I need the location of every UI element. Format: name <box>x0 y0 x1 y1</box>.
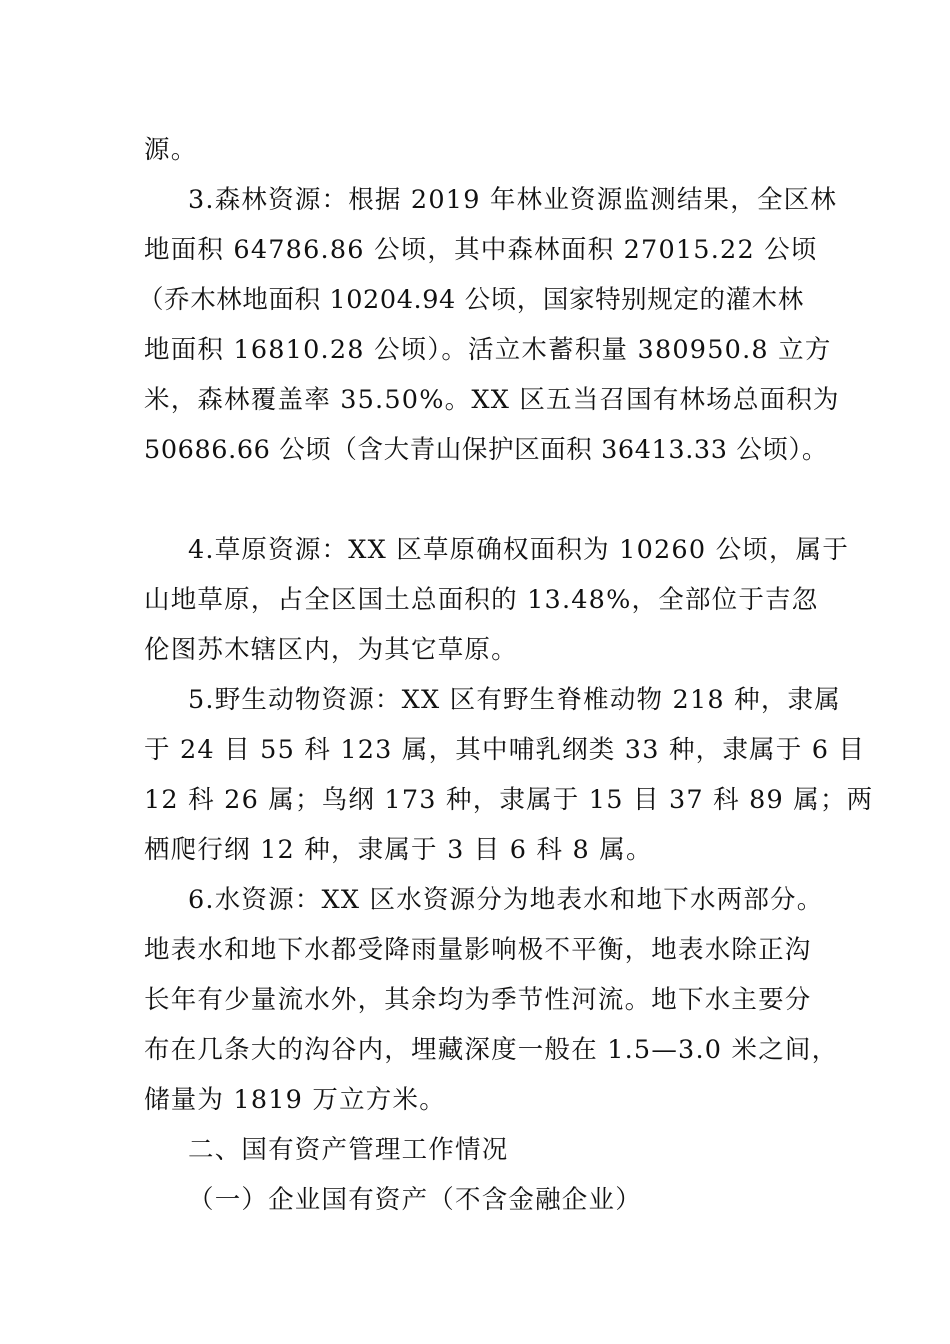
section-heading: 二、国有资产管理工作情况 <box>188 1135 509 1165</box>
paragraph-line: 地表水和地下水都受降雨量影响极不平衡，地表水除正沟 <box>144 935 812 965</box>
paragraph-grassland-resources: 4.草原资源：XX 区草原确权面积为 10260 公顷，属于 <box>188 535 850 565</box>
paragraph-line: 储量为 1819 万立方米。 <box>144 1085 446 1115</box>
paragraph-water-resources: 6.水资源：XX 区水资源分为地表水和地下水两部分。 <box>188 885 824 915</box>
paragraph-line: 米，森林覆盖率 35.50%。XX 区五当召国有林场总面积为 <box>144 385 840 415</box>
paragraph-line: 伦图苏木辖区内，为其它草原。 <box>144 635 518 665</box>
paragraph-forest-resources: 3.森林资源：根据 2019 年林业资源监测结果，全区林 <box>188 185 838 215</box>
paragraph-line: 于 24 目 55 科 123 属，其中哺乳纲类 33 种，隶属于 6 目 <box>144 735 866 765</box>
paragraph-line: 12 科 26 属；鸟纲 173 种，隶属于 15 目 37 科 89 属；两 <box>144 785 874 815</box>
paragraph-line: 地面积 16810.28 公顷）。活立木蓄积量 380950.8 立方 <box>144 335 832 365</box>
paragraph-line: 布在几条大的沟谷内，埋藏深度一般在 1.5—3.0 米之间， <box>144 1035 839 1065</box>
paragraph-line: （乔木林地面积 10204.94 公顷，国家特别规定的灌木林 <box>138 285 804 315</box>
paragraph-line: 50686.66 公顷（含大青山保护区面积 36413.33 公顷）。 <box>144 435 828 465</box>
subsection-heading: （一）企业国有资产（不含金融企业） <box>188 1185 642 1215</box>
paragraph-wildlife-resources: 5.野生动物资源：XX 区有野生脊椎动物 218 种，隶属 <box>188 685 841 715</box>
paragraph-line: 山地草原，占全区国土总面积的 13.48%，全部位于吉忽 <box>144 585 819 615</box>
paragraph-line: 地面积 64786.86 公顷，其中森林面积 27015.22 公顷 <box>144 235 818 265</box>
paragraph-line: 长年有少量流水外，其余均为季节性河流。地下水主要分 <box>144 985 812 1015</box>
paragraph-line: 源。 <box>144 135 198 165</box>
paragraph-line: 栖爬行纲 12 种，隶属于 3 目 6 科 8 属。 <box>144 835 653 865</box>
